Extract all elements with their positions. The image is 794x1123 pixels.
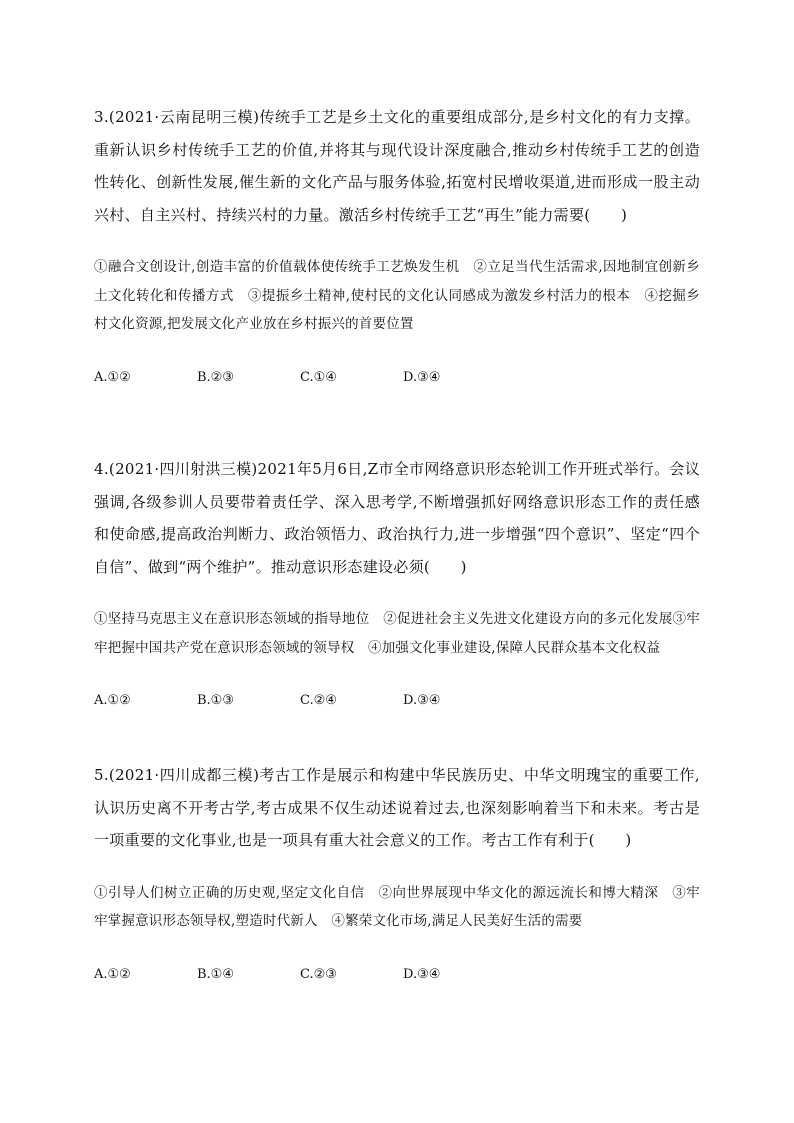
question-statements: ①坚持马克思主义在意识形态领域的指导地位 ②促进社会主义先进文化建设方向的多元化发展③牢牢把握中国共产党在意识形态领域的领导权 ④加强文化事业建设,保障人民群众基本文化权益 xyxy=(94,611,700,656)
choice-b: B.②③ xyxy=(197,369,234,385)
question-5 xyxy=(94,759,700,985)
answer-choices xyxy=(94,691,700,711)
question-4 xyxy=(94,453,700,711)
question-statements: ①引导人们树立正确的历史观,坚定文化自信 ②向世界展现中华文化的源远流长和博大精深 ③牢牢掌握意识形态领导权,塑造时代新人 ④繁荣文化市场,满足人民美好生活的需要 xyxy=(94,884,700,929)
choice-a: A.①② xyxy=(94,966,131,982)
answer-choices xyxy=(94,368,700,388)
choice-d: D.③④ xyxy=(403,693,441,708)
choice-c: C.②③ xyxy=(300,966,337,982)
question-3 xyxy=(94,101,700,388)
question-stem: 3.(2021·云南昆明三模)传统手工艺是乡土文化的重要组成部分,是乡村文化的有力支撑。重新认识乡村传统手工艺的价值,并将其与现代设计深度融合,推动乡村传统手工艺的创造性转化、创新性发展,催生新的文化产品与服务体验,拓宽村民增收渠道,进而形成一股主动兴村、自主兴村、持续兴村的力量。激活乡村传统手工艺“再生”能力需要( ) xyxy=(94,108,700,224)
question-stem: 4.(2021·四川射洪三模)2021年5月6日,Z市全市网络意识形态轮训工作开班式举行。会议强调,各级参训人员要带着责任学、深入思考学,不断增强抓好网络意识形态工作的责任感和使命感,提高政治判断力、政治领悟力、政治执行力,进一步增强“四个意识”、坚定“四个自信”、做到“两个维护”。推动意识形态建设必须( ) xyxy=(94,460,700,576)
choice-a: A.①② xyxy=(94,693,131,708)
choice-b: B.①③ xyxy=(197,693,234,708)
choice-d: D.③④ xyxy=(403,966,441,982)
choice-c: C.①④ xyxy=(300,369,337,385)
choice-d: D.③④ xyxy=(403,369,441,385)
answer-choices xyxy=(94,965,700,985)
choice-b: B.①④ xyxy=(197,966,234,982)
question-stem: 5.(2021·四川成都三模)考古工作是展示和构建中华民族历史、中华文明瑰宝的重要工作,认识历史离不开考古学,考古成果不仅生动述说着过去,也深刻影响着当下和未来。考古是一项重要的文化事业,也是一项具有重大社会意义的工作。考古工作有利于( ) xyxy=(94,766,700,849)
choice-a: A.①② xyxy=(94,369,131,385)
choice-c: C.②④ xyxy=(300,693,337,708)
question-statements: ①融合文创设计,创造丰富的价值载体使传统手工艺焕发生机 ②立足当代生活需求,因地制宜创新乡土文化转化和传播方式 ③提振乡土精神,使村民的文化认同感成为激发乡村活力的根本 ④挖掘乡村文化资源,把发展文化产业放在乡村振兴的首要位置 xyxy=(94,259,700,332)
